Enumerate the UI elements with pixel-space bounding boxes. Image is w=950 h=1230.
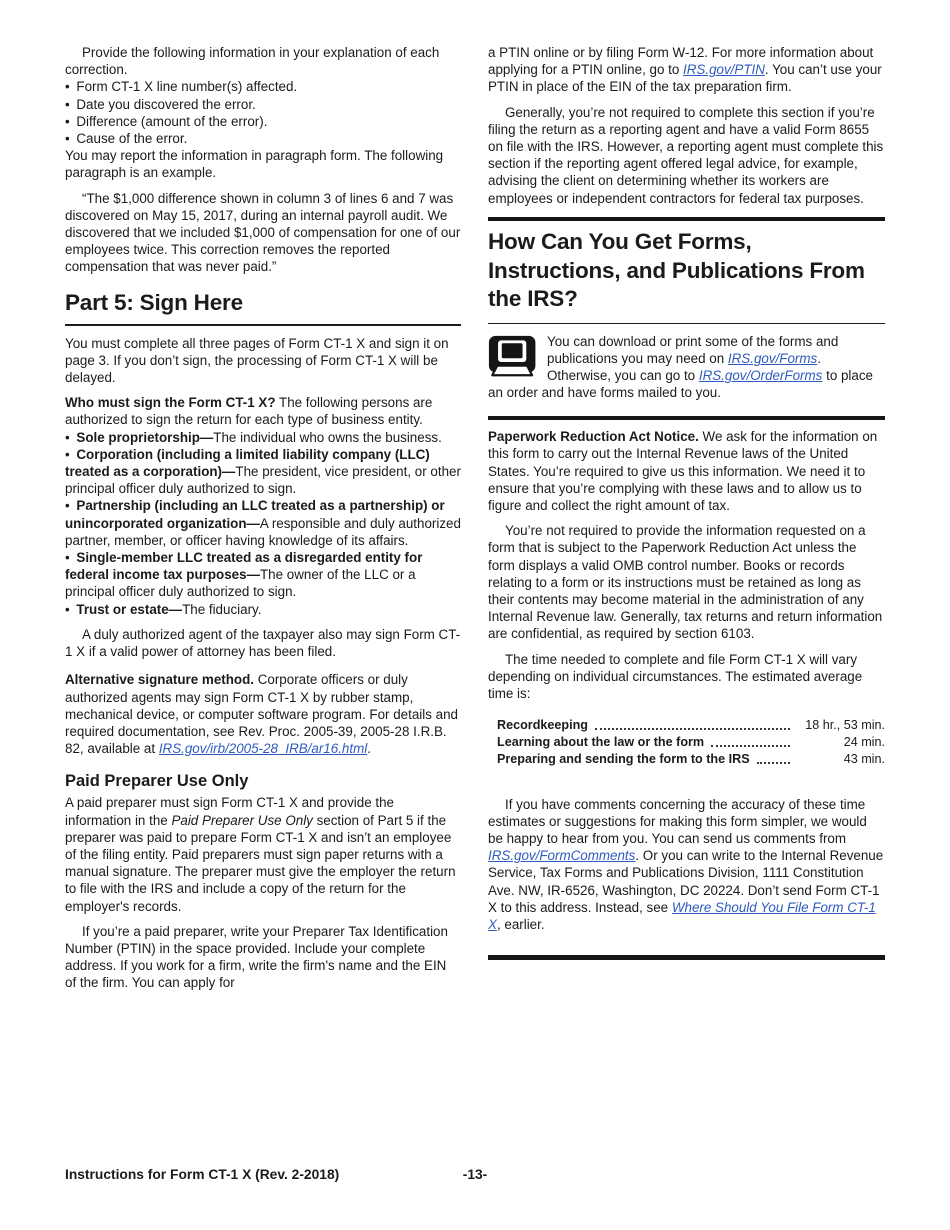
dot-leader	[595, 717, 790, 730]
list-item-text: Difference (amount of the error).	[76, 113, 268, 129]
list-item-text: Cause of the error.	[76, 131, 188, 147]
paragraph-text: . Otherwise, you can go to	[547, 351, 821, 384]
computer-icon	[488, 335, 538, 379]
paragraph-example-quote: “The $1,000 difference shown in column 3 of lines 6 and 7 was discovered on May 15, 2017, during an internal payroll audit. We discovered that we included $1,000 of compensation for one of our employees twice. This correction removes the reported compensation that was never paid.”	[65, 190, 461, 275]
list-item	[65, 113, 461, 130]
paragraph-text: .	[367, 741, 371, 757]
run-in-heading: Alternative signature method.	[65, 672, 254, 688]
list-item	[65, 429, 461, 446]
footer-title: Instructions for Form CT-1 X (Rev. 2-2018)	[65, 1167, 340, 1182]
list-item	[65, 601, 461, 618]
list-item	[65, 497, 461, 549]
paragraph-paid-preparer	[65, 794, 461, 914]
paragraph-who-must-sign	[65, 394, 461, 428]
list-item-lead: Partnership (including an LLC treated as a partnership) or unincorporated organization—	[65, 498, 445, 531]
list-item-text: The president, vice president, or other principal officer duly authorized to sign.	[65, 464, 461, 497]
paragraph-text: The following persons are authorized to sign the return for each type of business entity.	[65, 395, 433, 428]
right-column	[488, 44, 885, 960]
table-row	[488, 734, 885, 751]
italic-reference: Paid Preparer Use Only	[171, 812, 313, 828]
paragraph-text: You can download or print some of the forms and publications you may need on	[547, 333, 839, 367]
page-number: -13-	[462, 1167, 488, 1182]
paragraph-text: section of Part 5 if the preparer was paid to prepare Form CT-1 X and isn’t an employee of the filing entity. Paid preparers must sign paper returns with a manual signature. The preparer must give the employer the return to file with the IRS and include a copy of the return for the employer's records.	[65, 812, 456, 914]
list-item-text: The individual who owns the business.	[213, 429, 442, 445]
signer-bullet-list	[65, 429, 461, 618]
paragraph-time-intro: The time needed to complete and file Form CT-1 X will vary depending on individual circumstances. The estimated average time is:	[488, 651, 863, 701]
link-irs-gov-orderforms[interactable]: IRS.gov/OrderForms	[698, 368, 823, 384]
list-item-lead: Single-member LLC treated as a disregarded entity for federal income tax purposes—	[65, 550, 423, 583]
paragraph-alt-signature	[65, 671, 461, 757]
table-row-value: 24 min.	[843, 734, 885, 749]
list-item-lead: Sole proprietorship—	[76, 429, 214, 445]
paid-preparer-heading: Paid Preparer Use Only	[65, 772, 249, 791]
list-item-text: Date you discovered the error.	[76, 96, 256, 112]
list-item-text: Form CT-1 X line number(s) affected.	[76, 79, 298, 95]
paragraph-omb: You’re not required to provide the information requested on a form that is subject to the Paperwork Reduction Act unless the form displays a valid OMB control number. Books or records relating to a form or its instructions must be retained as long as their contents may become material in the administration of any Internal Revenue law. Generally, tax returns and return information are confidential, as required by section 6103.	[488, 523, 883, 642]
download-info-block	[488, 333, 885, 402]
list-item-text: The fiduciary.	[182, 601, 262, 617]
list-item	[65, 549, 461, 601]
link-irs-gov-forms[interactable]: IRS.gov/Forms	[727, 351, 818, 367]
paragraph-pra-notice	[488, 428, 885, 514]
paragraph-comments	[488, 796, 885, 934]
link-irs-gov-ptin[interactable]: IRS.gov/PTIN	[683, 62, 765, 78]
table-row	[488, 717, 885, 734]
link-irs-gov-formcomments[interactable]: IRS.gov/FormComments	[488, 848, 636, 864]
paragraph-text: Corporate officers or duly authorized agents may sign Form CT-1 X by rubber stamp, mechanical device, or computer software program. For details and required documentation, see Rev. Proc. 2005-39, 2005-28 I.R.B. 82, available at	[65, 672, 458, 757]
paragraph-text: We ask for the information on this form to carry out the Internal Revenue laws of the United States. You’re required to give us this information. We need it to ensure that you’re complying with these laws and to allow us to figure and collect the right amount of tax.	[488, 429, 878, 513]
table-row-label: Learning about the law or the form	[497, 734, 705, 749]
section-divider-rule	[488, 955, 885, 960]
list-item-lead: Trust or estate—	[76, 601, 183, 617]
paragraph-text: . You can’t use your PTIN in place of the EIN of the tax preparation firm.	[488, 62, 882, 95]
paragraph-download	[488, 333, 885, 402]
paragraph-text: , earlier.	[496, 917, 545, 932]
list-item-lead: Corporation (including a limited liability company (LLC) treated as a corporation)—	[65, 446, 430, 480]
list-item	[65, 78, 461, 95]
link-irs-gov-irb-2005-28[interactable]: IRS.gov/irb/2005-28_IRB/ar16.html	[158, 741, 368, 757]
paragraph-ptin-continued	[488, 44, 885, 96]
table-row	[488, 751, 885, 768]
paragraph-text: If you have comments concerning the accuracy of these time estimates or suggestions for making this form simpler, we would be happy to hear from you. You can send us comments from	[488, 796, 867, 846]
list-item	[65, 96, 461, 113]
table-row-label: Recordkeeping	[497, 718, 588, 733]
paragraph-reporting-agent: Generally, you’re not required to complete this section if you’re filing the return as a reporting agent and have a valid Form 8655 on file with the IRS. However, a reporting agent must complete this section if the reporting agent offered legal advice, for example, advising the client on determining whether its workers are employees or independent contractors for federal tax purposes.	[488, 104, 884, 206]
part5-heading: Part 5: Sign Here	[65, 289, 461, 326]
paragraph-report-form: You may report the information in paragraph form. The following paragraph is an example.	[65, 148, 444, 181]
left-column	[65, 44, 461, 992]
table-row-label: Preparing and sending the form to the IRS	[497, 751, 750, 766]
paragraph-complete-pages: You must complete all three pages of Form CT-1 X and sign it on page 3. If you don’t sign, the processing of Form CT-1 X will be delayed.	[65, 335, 449, 386]
link-where-should-you-file[interactable]: Where Should You File Form CT-1 X	[488, 899, 876, 932]
estimated-time-table	[488, 717, 885, 767]
section-divider-rule	[488, 416, 885, 421]
list-item	[65, 130, 461, 147]
paragraph-text: A paid preparer must sign Form CT-1 X and provide the information in the	[65, 795, 394, 828]
paragraph-explain-intro: Provide the following information in your explanation of each correction.	[65, 45, 440, 78]
dot-leader	[757, 751, 790, 764]
run-in-heading: Paperwork Reduction Act Notice.	[488, 429, 699, 445]
paragraph-text: . Or you can write to the Internal Revenue Service, Tax Forms and Publications Division, 1111 Constitution Ave. NW, IR-6526, Washington, DC 20224. Don’t send Form CT-1 X to this address. Instead, see	[488, 848, 884, 915]
paragraph-text: to place an order and have forms mailed to you.	[488, 368, 873, 401]
list-item-text: A responsible and duly authorized partner, member, or officer having knowledge of its affairs.	[65, 515, 461, 548]
list-item	[65, 446, 461, 498]
paragraph-text: a PTIN online or by filing Form W-12. For more information about applying for a PTIN online, go to	[488, 45, 874, 78]
list-item-text: The owner of the LLC or a principal officer duly authorized to sign.	[65, 567, 416, 600]
table-row-value: 43 min.	[843, 751, 885, 766]
dot-leader	[711, 734, 790, 747]
paragraph-ptin: If you’re a paid preparer, write your Preparer Tax Identification Number (PTIN) in the space provided. Include your complete address. If you work for a firm, write the firm's name and the EIN of the firm. You can apply for	[65, 923, 448, 991]
section-divider-rule	[488, 217, 885, 222]
paragraph-authorized-agent: A duly authorized agent of the taxpayer also may sign Form CT-1 X if a valid power of attorney has been filed.	[65, 626, 461, 660]
table-row-value: 18 hr., 53 min.	[805, 718, 885, 733]
correction-bullet-list	[65, 78, 461, 147]
get-forms-heading: How Can You Get Forms, Instructions, and Publications From the IRS?	[488, 228, 885, 324]
run-in-heading: Who must sign the Form CT-1 X?	[65, 395, 276, 411]
